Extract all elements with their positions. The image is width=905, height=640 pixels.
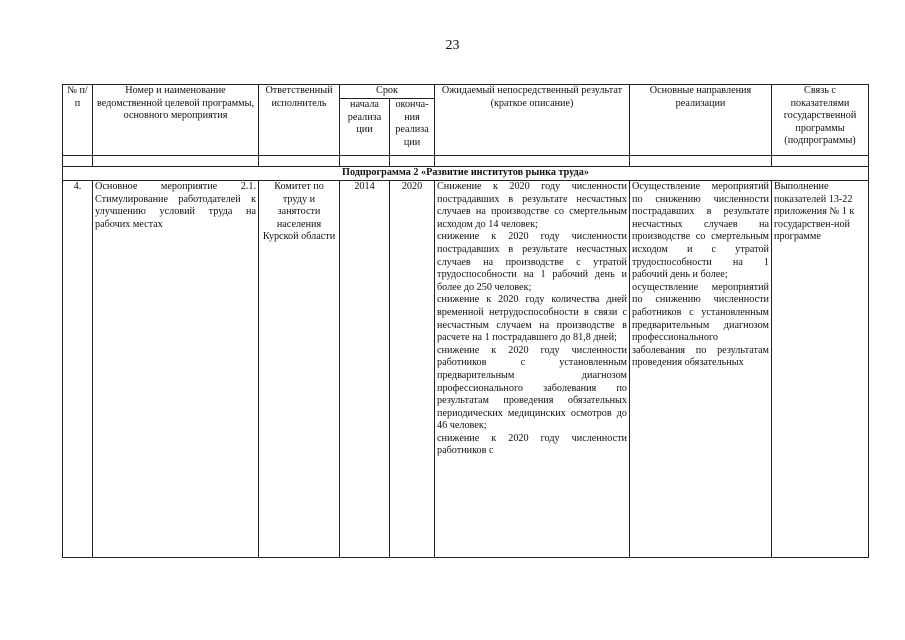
result-item: снижение к 2020 году численности пострадавших в результате несчастных случаев на производстве с утратой трудоспособности на 1 рабочий день и более до 250 человек;: [437, 231, 627, 293]
row-result: [435, 181, 630, 558]
header-term: Срок: [340, 85, 435, 99]
row-name: Основное мероприятие 2.1. Стимулирование работодателей к улучшению условий труда на рабочих местах: [93, 181, 259, 558]
header-num: № п/п: [63, 85, 93, 156]
direction-item: Осуществление мероприятий по снижению численности пострадавших в результате несчастных случаев на производстве со смертельным исходом и с утратой трудоспособности на 1 рабочий день и более;: [632, 181, 769, 281]
row-directions: [630, 181, 772, 558]
table-row: [63, 181, 869, 558]
header-link: Связь с показателями государственной программы (подпрограммы): [772, 85, 869, 156]
header-row: [63, 85, 869, 99]
row-num: 4.: [63, 181, 93, 558]
row-end: 2020: [390, 181, 435, 558]
header-result: Ожидаемый непосредственный результат (краткое описание): [435, 85, 630, 156]
program-table: [62, 84, 869, 558]
header-directions: Основные направления реализации: [630, 85, 772, 156]
result-item: Снижение к 2020 году численности пострадавших в результате несчастных случаев на производстве со смертельным исходом до 14 человек;: [437, 181, 627, 230]
header-term-start: начала реализа ции: [340, 99, 390, 156]
header-responsible: Ответственный исполнитель: [259, 85, 340, 156]
header-name: Номер и наименование ведомственной целевой программы, основного мероприятия: [93, 85, 259, 156]
subprogram-title: Подпрограмма 2 «Развитие институтов рынка труда»: [63, 167, 869, 181]
row-responsible: Комитет по труду и занятости населения Курской области: [259, 181, 340, 558]
empty-row: [63, 156, 869, 167]
direction-item: осуществление мероприятий по снижению численности работников с установленным предварительным диагнозом профессионального заболевания по результатам проведения обязательных: [632, 281, 769, 369]
row-start: 2014: [340, 181, 390, 558]
row-link: Выполнение показателей 13-22 приложения № 1 к государствен-ной программе: [772, 181, 869, 558]
header-term-end: оконча- ния реализа ции: [390, 99, 435, 156]
result-item: снижение к 2020 году численности работников с: [437, 432, 627, 457]
result-item: снижение к 2020 году количества дней временной нетрудоспособности в связи с несчастным случаем на производстве в расчете на 1 пострадавшего до 81,8 дней;: [437, 294, 627, 344]
subprogram-row: [63, 167, 869, 181]
result-item: снижение к 2020 году численности работников с установленным предварительным диагнозом профессионального заболевания по результатам проведения обязательных периодических медицинских осмотров до 46 человек;: [437, 344, 627, 432]
page-number: 23: [445, 38, 460, 53]
